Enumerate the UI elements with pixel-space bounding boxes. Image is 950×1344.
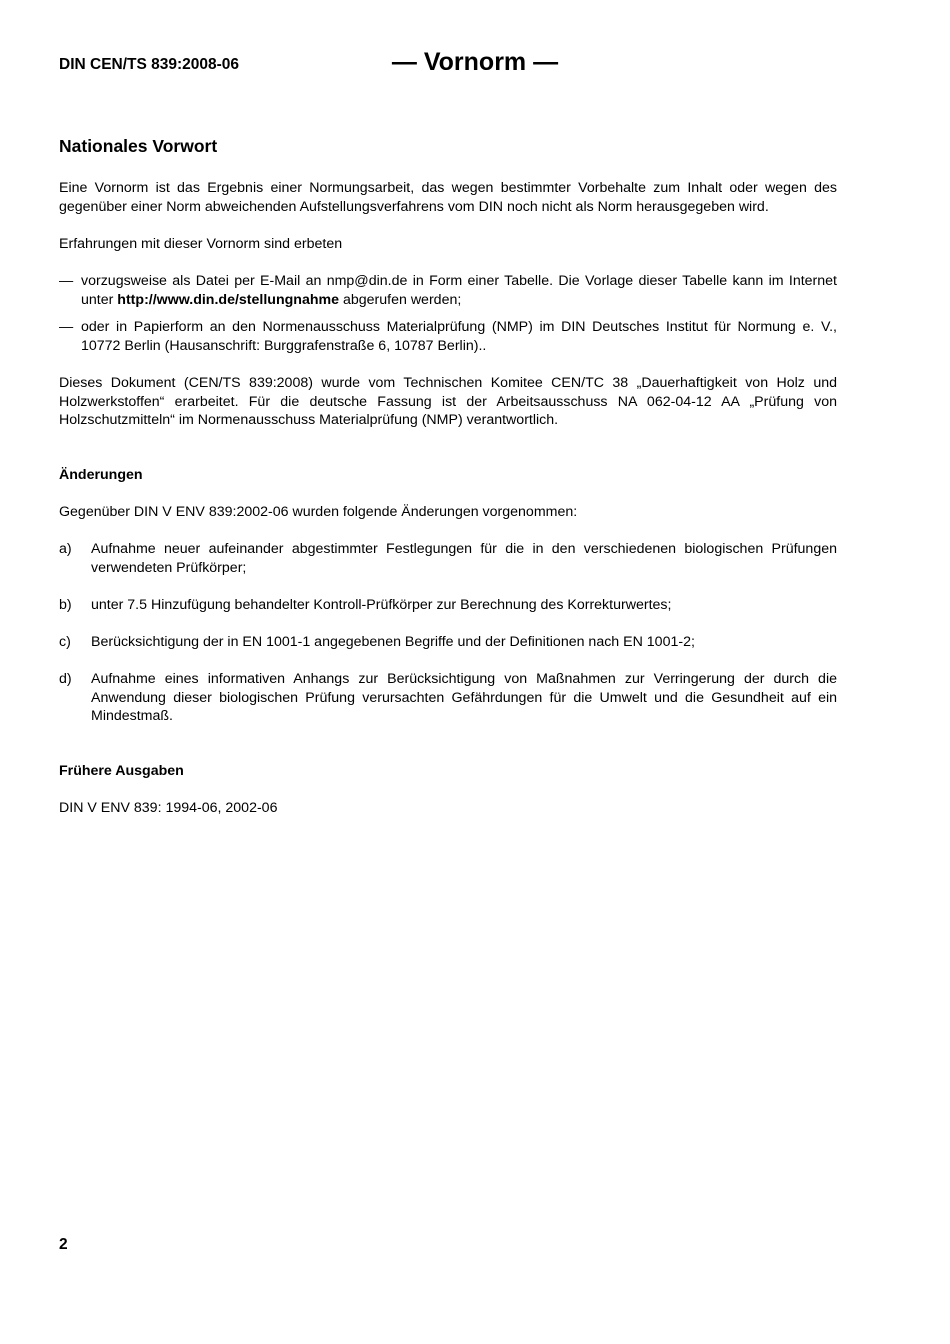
paragraph-changes-intro: Gegenüber DIN V ENV 839:2002-06 wurden folgende Änderungen vorgenommen: <box>59 503 578 520</box>
list-marker: d) <box>59 671 72 688</box>
list-item <box>59 596 837 615</box>
paragraph-definition: Eine Vornorm ist das Ergebnis einer Normungsarbeit, das wegen bestimmter Vorbehalte zum Inhalt oder wegen des gegenüber einer Norm abweichenden Aufstellungsverfahrens vom DIN noch nicht als Norm herausgegeben wird. <box>59 180 837 215</box>
list-item <box>59 540 837 577</box>
paragraph-previous-editions: DIN V ENV 839: 1994-06, 2002-06 <box>59 800 278 817</box>
list-item-text: Aufnahme eines informativen Anhangs zur Berücksichtigung von Maßnahmen zur Verringerung der durch die Anwendung dieser biologischen Prüfung verursachten Gefährdungen für die Umwelt und die Gesundheit auf ein Mindestmaß. <box>91 671 837 725</box>
list-marker: a) <box>59 541 72 558</box>
list-item <box>59 318 837 355</box>
paragraph-responsibility: Dieses Dokument (CEN/TS 839:2008) wurde vom Technischen Komitee CEN/TC 38 „Dauerhaftigkeit von Holz und Holzwerkstoffen“ erarbeitet. Für die deutsche Fassung ist der Arbeitsausschuss NA 062-04-12 AA „Prüfung von Holzschutzmitteln“ im Normenausschuss Materialprüfung (NMP) verantwortlich. <box>59 374 837 429</box>
page-content <box>59 134 837 836</box>
changes-list <box>59 540 837 726</box>
list-item <box>59 670 837 726</box>
section-title-vorwort: Nationales Vorwort <box>59 136 218 156</box>
feedback-options-list <box>59 272 837 355</box>
list-item-text: vorzugsweise als Datei per E-Mail an nmp@din.de in Form einer Tabelle. Die Vorlage dieser Tabelle kann im Internet unter <box>81 272 837 308</box>
section-title-aenderungen: Änderungen <box>59 466 143 483</box>
dash-marker: — <box>59 272 74 289</box>
list-marker: b) <box>59 596 72 613</box>
list-item-text: abgerufen werden; <box>339 291 462 308</box>
list-item-text: Berücksichtigung der in EN 1001-1 angegebenen Begriffe und der Definitionen nach EN 1001-2; <box>91 634 695 651</box>
list-item <box>59 633 837 652</box>
list-item <box>59 272 837 309</box>
page-number: 2 <box>59 1236 68 1253</box>
paragraph-feedback-request: Erfahrungen mit dieser Vornorm sind erbeten <box>59 235 343 252</box>
list-marker: c) <box>59 634 71 651</box>
dash-marker: — <box>59 319 74 336</box>
list-item-text: unter 7.5 Hinzufügung behandelter Kontroll-Prüfkörper zur Berechnung des Korrekturwertes; <box>91 596 672 613</box>
list-item-text: oder in Papierform an den Normenausschuss Materialprüfung (NMP) im DIN Deutsches Institut für Normung e. V., 10772 Berlin (Hausanschrift: Burggrafenstraße 6, 10787 Berlin).. <box>81 319 837 354</box>
document-id: DIN CEN/TS 839:2008-06 <box>59 56 240 73</box>
stellungnahme-link[interactable]: http://www.din.de/stellungnahme <box>117 291 340 308</box>
list-item-text: Aufnahme neuer aufeinander abgestimmter Festlegungen für die in den verschiedenen biologischen Prüfungen verwendeten Prüfkörper; <box>91 541 837 576</box>
section-title-fruehere-ausgaben: Frühere Ausgaben <box>59 763 184 780</box>
document-status: — Vornorm — <box>391 48 559 76</box>
